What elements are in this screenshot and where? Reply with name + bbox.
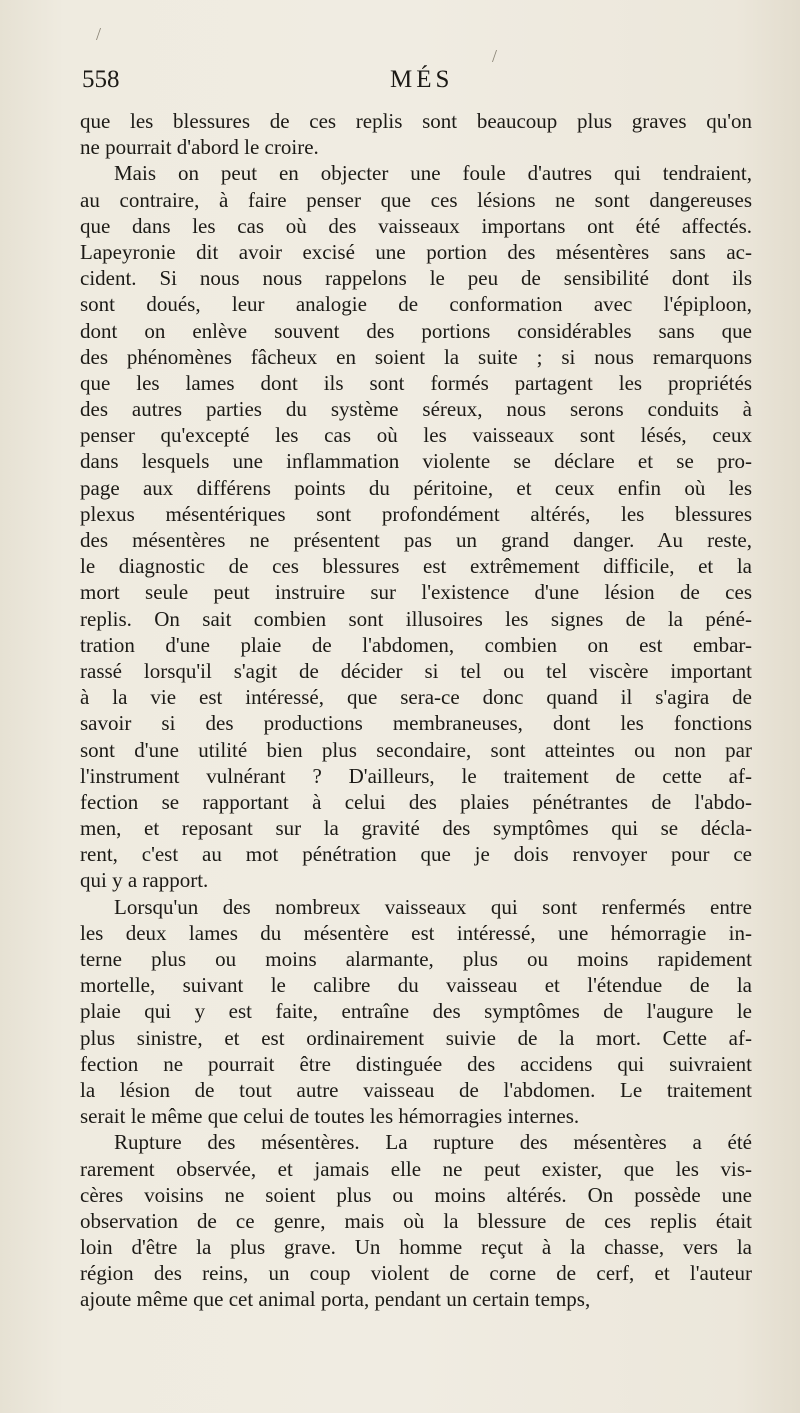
text-line: des phénomènes fâcheux en soient la suite ; si nous remarquons	[80, 344, 752, 369]
text-line: sont d'une utilité bien plus secondaire, sont atteintes ou non par	[80, 737, 752, 762]
text-line: serait le même que celui de toutes les hémorragies internes.	[80, 1104, 580, 1129]
text-line: fection ne pourrait être distinguée des accidens qui suivraient	[80, 1051, 752, 1076]
text-line: fection se rapportant à celui des plaies pénétrantes de l'abdo-	[80, 789, 752, 814]
text-line: que les lames dont ils sont formés partagent les propriétés	[80, 370, 752, 395]
text-line: rassé lorsqu'il s'agit de décider si tel ou tel viscère important	[80, 658, 752, 683]
text-line: au contraire, à faire penser que ces lésions ne sont dangereuses	[80, 187, 752, 212]
text-line: Rupture des mésentères. La rupture des mésentères a été	[114, 1130, 752, 1155]
text-line: savoir si des productions membraneuses, dont les fonctions	[80, 711, 752, 736]
text-line: des mésentères ne présentent pas un grand danger. Au reste,	[80, 528, 752, 552]
text-line: terne plus ou moins alarmante, plus ou moins rapidement	[80, 947, 752, 971]
margin-pencil-mark: /	[96, 24, 102, 44]
text-line: plus sinistre, et est ordinairement suivie de la mort. Cette af-	[80, 1025, 752, 1050]
text-line: que les blessures de ces replis sont beaucoup plus graves qu'on	[80, 109, 752, 133]
text-line: qui y a rapport.	[80, 868, 209, 893]
text-line: Lapeyronie dit avoir excisé une portion des mésentères sans ac-	[80, 239, 752, 264]
text-line: plaie qui y est faite, entraîne des symptômes de l'augure le	[80, 999, 752, 1024]
text-line: dans lesquels une inflammation violente se déclare et se pro-	[80, 449, 752, 474]
body-text	[80, 108, 752, 1313]
running-head: MÉS	[390, 66, 454, 93]
text-line: l'instrument vulnérant ? D'ailleurs, le traitement de cette af-	[80, 763, 752, 788]
text-line: le diagnostic de ces blessures est extrêmement difficile, et la	[80, 554, 752, 579]
text-line: mortelle, suivant le calibre du vaisseau et l'étendue de la	[80, 973, 752, 998]
text-line: rarement observée, et jamais elle ne peut exister, que les vis-	[80, 1156, 752, 1181]
paragraph	[80, 160, 752, 893]
paragraph	[80, 1129, 752, 1312]
text-line: tration d'une plaie de l'abdomen, combien on est embar-	[80, 632, 752, 657]
text-line: sont doués, leur analogie de conformation avec l'épiploon,	[80, 292, 752, 317]
text-line: Mais on peut en objecter une foule d'autres qui tendraient,	[114, 161, 752, 186]
text-line: replis. On sait combien sont illusoires les signes de la péné-	[80, 606, 752, 631]
text-line: ne pourrait d'abord le croire.	[80, 135, 319, 160]
page-header	[82, 66, 752, 102]
text-line: plexus mésentériques sont profondément altérés, les blessures	[80, 501, 752, 526]
text-line: cident. Si nous nous rappelons le peu de sensibilité dont ils	[80, 266, 752, 291]
text-line: men, et reposant sur la gravité des symptômes qui se décla-	[80, 816, 752, 841]
text-line: loin d'être la plus grave. Un homme reçut à la chasse, vers la	[80, 1235, 752, 1260]
text-line: page aux différens points du péritoine, et ceux enfin où les	[80, 475, 752, 500]
text-line: mort seule peut instruire sur l'existence d'une lésion de ces	[80, 580, 752, 605]
text-line: Lorsqu'un des nombreux vaisseaux qui sont renfermés entre	[114, 894, 752, 919]
paragraph	[80, 108, 752, 160]
text-line: des autres parties du système séreux, nous serons conduits à	[80, 397, 752, 422]
paragraph	[80, 894, 752, 1130]
text-line: cères voisins ne soient plus ou moins altérés. On possède une	[80, 1182, 752, 1207]
page-number: 558	[82, 66, 120, 93]
text-line: à la vie est intéressé, que sera-ce donc quand il s'agira de	[80, 685, 752, 710]
text-line: dont on enlève souvent des portions considérables sans que	[80, 318, 752, 343]
text-line: région des reins, un coup violent de corne de cerf, et l'auteur	[80, 1261, 752, 1286]
text-line: ajoute même que cet animal porta, pendant un certain temps,	[80, 1287, 591, 1312]
margin-pencil-mark: /	[492, 46, 498, 66]
text-line: la lésion de tout autre vaisseau de l'abdomen. Le traitement	[80, 1077, 752, 1102]
text-line: que dans les cas où des vaisseaux importans ont été affectés.	[80, 213, 752, 238]
text-line: penser qu'excepté les cas où les vaisseaux sont lésés, ceux	[80, 423, 752, 448]
text-line: les deux lames du mésentère est intéressé, une hémorragie in-	[80, 920, 752, 945]
text-line: observation de ce genre, mais où la blessure de ces replis était	[80, 1208, 752, 1233]
text-line: rent, c'est au mot pénétration que je dois renvoyer pour ce	[80, 842, 752, 867]
